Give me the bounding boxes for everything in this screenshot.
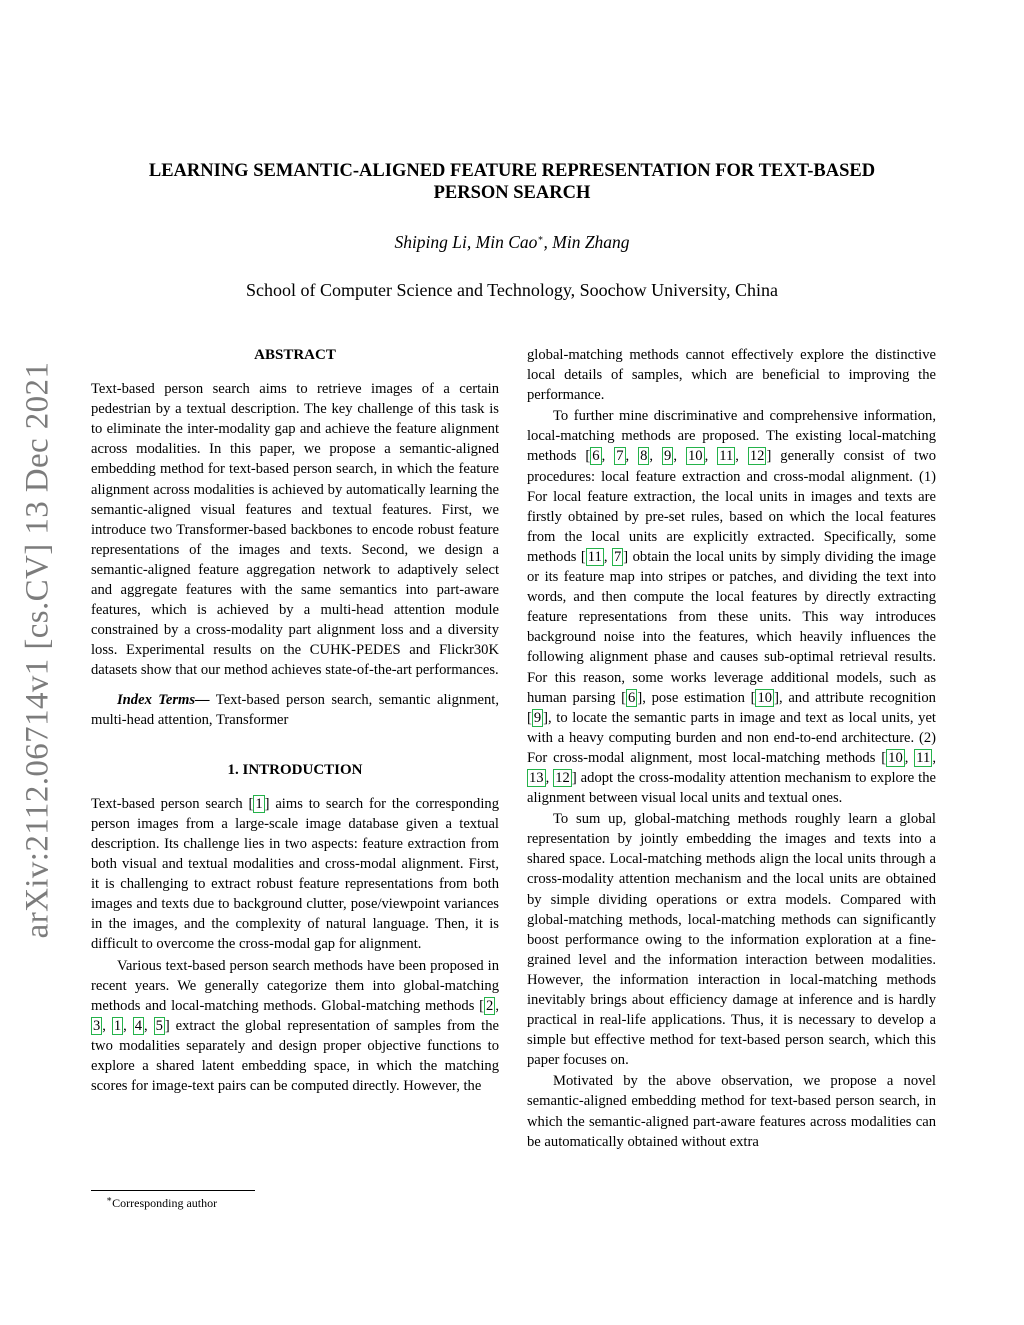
citation-separator: , bbox=[102, 1017, 112, 1034]
intro-p4-text-d: ], pose estimation [ bbox=[637, 689, 756, 706]
author-list bbox=[100, 232, 924, 253]
title-line-1: LEARNING SEMANTIC-ALIGNED FEATURE REPRESENTATION FOR TEXT-BASED bbox=[148, 161, 876, 181]
citation-link[interactable]: 11 bbox=[587, 548, 602, 565]
intro-p1-text-b: ] aims to search for the corresponding person images from a large-scale image database given a textual description. Its challenge lies in two aspects: feature extraction from both visual and textual modalities and cross-modal alignment. First, it is challenging to extract robust feature representations from both images and texts due to background clutter, pose/viewpoint variances in the images, and the complexity of natural language. Then, it is difficult to overcome the cross-modal gap for alignment. bbox=[91, 795, 499, 953]
citation-separator: , bbox=[904, 749, 915, 766]
citation-separator: , bbox=[123, 1017, 133, 1034]
citation-link[interactable]: 1 bbox=[255, 795, 263, 812]
citation-link[interactable]: 7 bbox=[614, 548, 622, 565]
intro-p4-text-b: ] generally consist of two procedures: local feature extraction and cross-modal alignment. (1) For local feature extraction, the local units in images and texts are firstly obtained by pre-set rules, based on which the local features from the local units are explicitly extracted. Specifically, some methods [ bbox=[527, 448, 937, 565]
citation-separator: , bbox=[625, 448, 639, 465]
index-terms-text: Text-based person search, semantic alignment, multi-head attention, Transformer bbox=[91, 691, 500, 728]
footnote-divider bbox=[91, 1190, 255, 1191]
corresponding-author-mark: ∗ bbox=[537, 233, 544, 244]
citation-link[interactable]: 12 bbox=[555, 769, 570, 786]
citation-link[interactable]: 10 bbox=[757, 689, 773, 706]
paper-title bbox=[100, 160, 924, 204]
citation-separator: , bbox=[144, 1017, 154, 1034]
citation-separator: , bbox=[673, 448, 686, 465]
index-terms-label: Index Terms— bbox=[117, 691, 210, 708]
intro-p4-text-e: ], and attribute recognition [ bbox=[527, 689, 936, 726]
abstract-text: Text-based person search aims to retrieve images of a certain pedestrian by a textual description. The key challenge of this task is to eliminate the inter-modality gap and achieve the feature alignment across modalities. In this paper, we propose a semantic-aligned embedding method for text-based person search, in which the feature alignment across modalities is achieved by automatically learning the semantic-aligned visual features and textual features. First, we introduce two Transformer-based backbones to encode robust feature representations of the images and texts. Second, we design a semantic-aligned feature aggregation network to adaptively select and aggregate features with the same semantics into part-aware features, which is achieved by a multi-head attention module constrained by a cross-modality part alignment loss and a diversity loss. Experimental results on the CUHK-PEDES and Flickr30K datasets show that our method achieves state-of-the-art performances. bbox=[91, 381, 499, 679]
citation-separator: , bbox=[649, 448, 663, 465]
intro-p4-text-f: ], to locate the semantic parts in image and text as local units, yet with a heavy computing burden and non end-to-end architecture. (2) For cross-modal alignment, most local-matching methods [ bbox=[527, 709, 936, 766]
citation-link[interactable]: 13 bbox=[529, 769, 544, 786]
citation-link[interactable]: 4 bbox=[134, 1017, 143, 1034]
footnote bbox=[106, 1194, 217, 1211]
citation-link[interactable]: 2 bbox=[486, 997, 494, 1014]
intro-p2-text-b: ] extract the global representation of samples from the two modalities separately and design proper objective functions to explore a shared latent embedding space, in which the matching scores for image-text pairs can be computed directly. However, the bbox=[91, 1017, 500, 1095]
citation-link[interactable]: 10 bbox=[687, 448, 703, 465]
citation-link[interactable]: 12 bbox=[749, 448, 765, 465]
intro-paragraph-3: global-matching methods cannot effectively explore the distinctive local details of samples, which are beneficial to improving the performance. bbox=[527, 347, 936, 404]
introduction-heading: 1. INTRODUCTION bbox=[227, 761, 363, 778]
index-terms bbox=[91, 690, 499, 730]
citation-link[interactable]: 6 bbox=[628, 689, 636, 706]
citation-separator: , bbox=[495, 997, 499, 1014]
citation-link[interactable]: 10 bbox=[888, 749, 903, 766]
citation-separator: , bbox=[704, 448, 718, 465]
intro-p4-text-g: ] adopt the cross-modality attention mechanism to explore the alignment between visual local units and textual ones. bbox=[527, 769, 936, 807]
intro-p2-text-a: Various text-based person search methods have been proposed in recent years. We generally categorize them into global-matching methods and local-matching methods. Global-matching methods [ bbox=[91, 957, 499, 1014]
citation-separator: , bbox=[545, 769, 554, 786]
citation-link[interactable]: 5 bbox=[155, 1017, 163, 1034]
citation-link[interactable]: 11 bbox=[916, 749, 931, 766]
authors-part-2: , Min Zhang bbox=[543, 232, 630, 252]
affiliation: School of Computer Science and Technology, Soochow University, China bbox=[246, 280, 778, 300]
intro-paragraph-5: To sum up, global-matching methods roughly learn a global representation by jointly embedding the images and texts into a shared space. Local-matching methods align the local units through a cross-modality attention mechanism and the local units are obtained by simple dividing operations or extra models. Compared with global-matching methods, local-matching methods can significantly boost performance owing to the information exploration at a fine-grained level and the information interaction between modalities. However, the information interaction in local-matching methods inevitably brings about efficiency damage at inference and is hardly practical in real-life applications. Thus, it is necessary to develop a simple but effective method for text-based person search, which this paper focuses on. bbox=[527, 811, 936, 1069]
intro-p4-text-a: To further mine discriminative and comprehensive information, local-matching methods are proposed. The existing local-matching methods [ bbox=[527, 408, 936, 465]
citation-separator: , bbox=[601, 448, 615, 465]
title-line-2: PERSON SEARCH bbox=[433, 183, 591, 203]
intro-p1-text-a: Text-based person search [ bbox=[91, 795, 254, 812]
right-column bbox=[527, 345, 936, 1152]
intro-p4-text-c: ] obtain the local units by simply dividing the image or its feature map into stripes or patches, and dividing the text into words, and then compute the local features by directly extracting feature representations from these units. This way introduces background noise into the features, which heavily influences the following alignment phase and causes sub-optimal retrieval results. For this reason, some works leverage additional models, such as human parsing [ bbox=[527, 548, 936, 706]
citation-link[interactable]: 6 bbox=[592, 448, 600, 465]
citation-separator: , bbox=[932, 749, 937, 766]
citation-link[interactable]: 7 bbox=[616, 448, 624, 465]
intro-paragraph-2 bbox=[91, 956, 499, 1097]
citation-link[interactable]: 8 bbox=[640, 448, 648, 465]
left-column bbox=[91, 345, 499, 1096]
citation-link[interactable]: 11 bbox=[719, 448, 734, 465]
citation-link[interactable]: 9 bbox=[664, 448, 672, 465]
intro-paragraph-6: Motivated by the above observation, we propose a novel semantic-aligned embedding method for text-based person search, in which the semantic-aligned part-aware features across modalities can be automatically obtained without extra bbox=[527, 1073, 936, 1150]
arxiv-identifier: arXiv:2112.06714v1 [cs.CV] 13 Dec 2021 bbox=[19, 361, 56, 939]
footnote-text: Corresponding author bbox=[112, 1196, 218, 1210]
citation-link[interactable]: 1 bbox=[113, 1017, 122, 1034]
authors-part-1: Shiping Li, Min Cao bbox=[394, 232, 538, 252]
abstract-heading: ABSTRACT bbox=[254, 347, 336, 363]
citation-link[interactable]: 9 bbox=[533, 709, 542, 726]
footnote-mark: ∗ bbox=[106, 1194, 113, 1204]
intro-paragraph-4 bbox=[527, 406, 936, 808]
intro-paragraph-1 bbox=[91, 794, 499, 955]
citation-separator: , bbox=[603, 548, 612, 565]
citation-link[interactable]: 3 bbox=[93, 1017, 101, 1034]
citation-separator: , bbox=[735, 448, 748, 465]
